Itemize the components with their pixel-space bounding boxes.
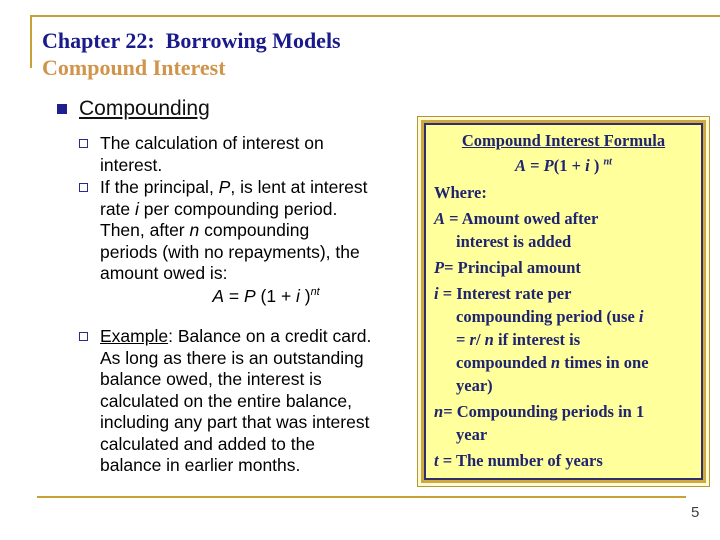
definition-P: P= Principal amount: [434, 258, 581, 277]
bottom-gold-rule: [37, 496, 686, 498]
body-content: [57, 96, 435, 478]
square-bullet-icon: [57, 104, 67, 114]
title-line-2: Compound Interest: [42, 55, 226, 80]
formula-box-equation: A = P(1 + i ) $^{nt}$: [514, 156, 613, 175]
bullet-text: Example: Balance on a credit card. As long as there is an outstanding balance owed, the interest is calculated on the entire balance, including any part that was interest calculated and added to the balance in earlier months.: [100, 326, 372, 475]
hollow-square-bullet-icon: [79, 183, 88, 192]
bullet-item: [79, 326, 435, 477]
slide-title: [42, 27, 341, 81]
bullet-item: [79, 133, 435, 176]
formula-box-inner: [424, 123, 703, 480]
definition-n: n= Compounding periods in 1 year: [434, 402, 645, 444]
definition-i: i = Interest rate per compounding period (use i = r/ n if interest is compounded n times in one year): [434, 284, 649, 395]
hollow-square-bullet-icon: [79, 139, 88, 148]
compound-interest-equation: A = P (1 + i )$^{nt}$: [212, 285, 320, 306]
where-label: Where:: [434, 183, 487, 202]
top-gold-rule: [30, 15, 720, 17]
definition-A: A = Amount owed after interest is added: [434, 209, 599, 251]
hollow-square-bullet-icon: [79, 332, 88, 341]
title-line-1: Chapter 22: Borrowing Models: [42, 28, 341, 53]
bullet-text: If the principal, P, is lent at interest rate i per compounding period. Then, after n compounding periods (with no repayments), the amount owed is:: [100, 177, 368, 283]
bullet-item: [79, 177, 435, 285]
page-number: 5: [691, 504, 700, 521]
bullet-text: The calculation of interest on interest.: [100, 133, 324, 175]
heading-row: [57, 96, 435, 122]
definition-t: t = The number of years: [434, 451, 603, 470]
formula-box-mid-frame: [421, 120, 706, 483]
left-gold-rule: [30, 15, 32, 68]
formula-box-title: Compound Interest Formula: [461, 131, 666, 150]
formula-box: [417, 116, 710, 487]
section-heading: Compounding: [79, 97, 210, 120]
